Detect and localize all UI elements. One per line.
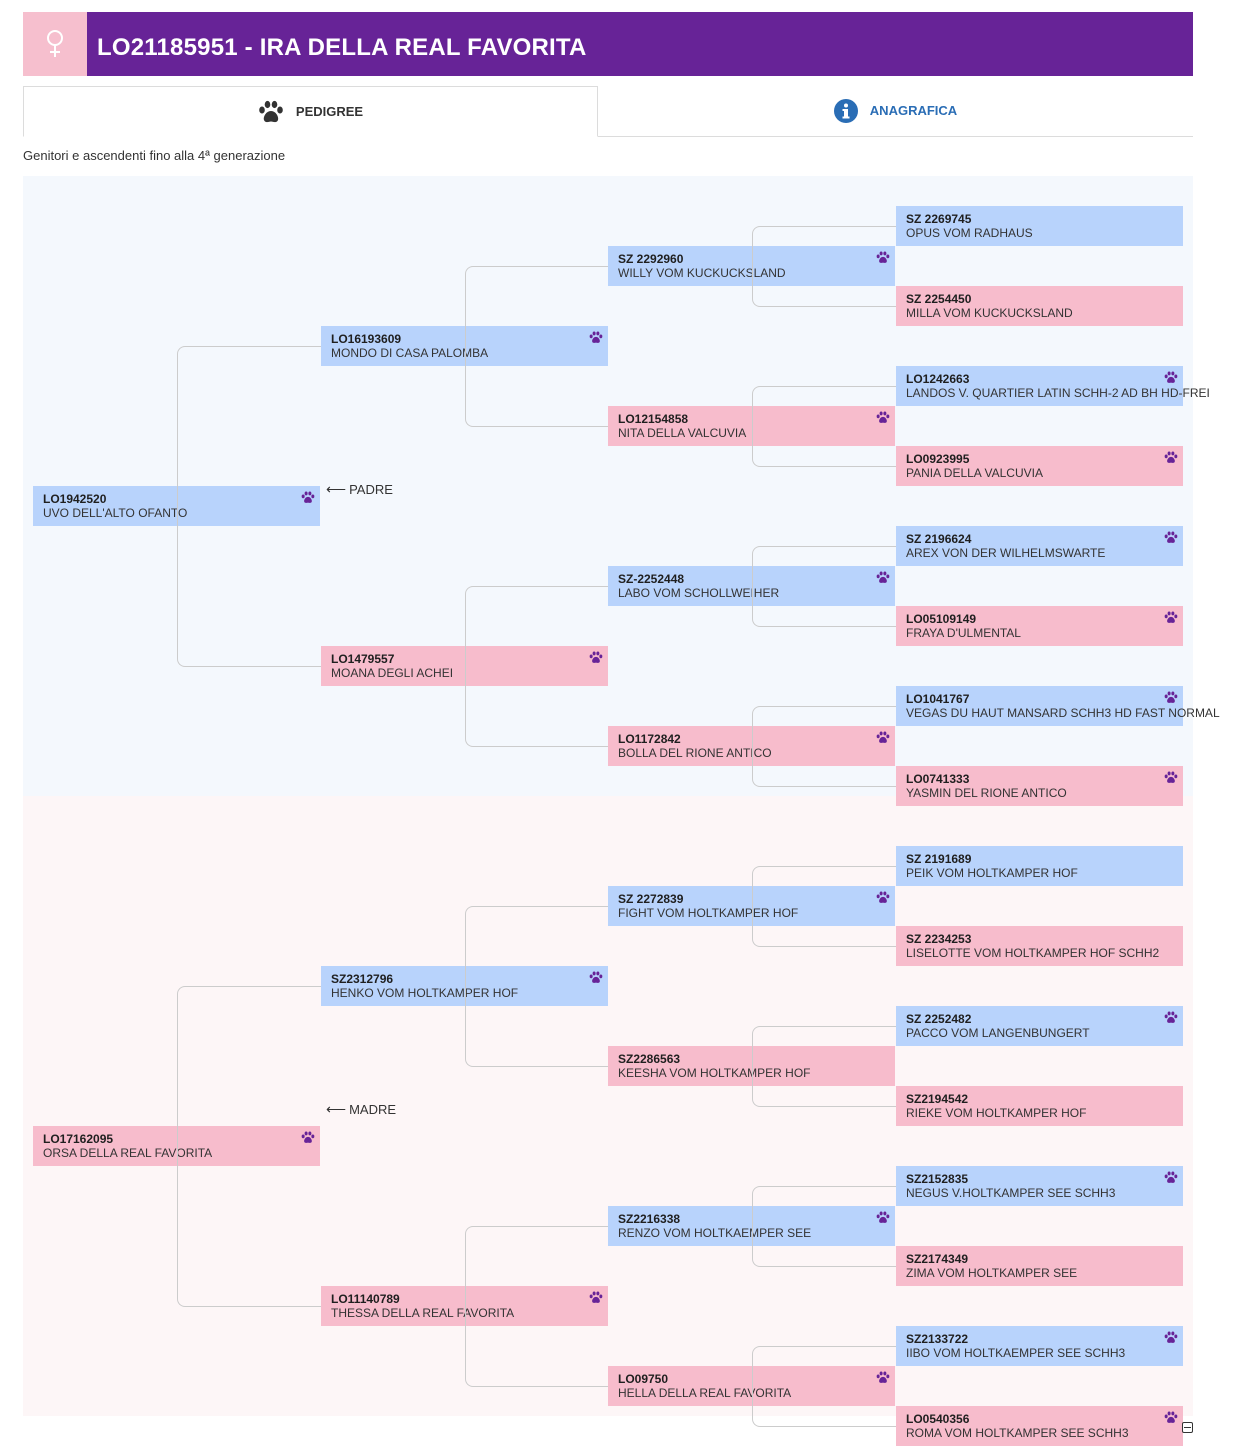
pedigree-connector — [752, 1186, 896, 1267]
tab-pedigree[interactable] — [23, 86, 598, 137]
tab-bar — [23, 86, 1193, 137]
dog-name: MILLA VOM KUCKUCKSLAND — [906, 306, 1073, 320]
pedigree-entry[interactable] — [896, 926, 1183, 966]
pedigree-entry[interactable] — [896, 286, 1183, 326]
pedigree-entry[interactable] — [896, 1166, 1183, 1206]
paw-icon[interactable] — [1164, 531, 1178, 544]
dog-name: AREX VON DER WILHELMSWARTE — [906, 546, 1106, 560]
pedigree-entry[interactable] — [896, 686, 1220, 726]
paw-icon[interactable] — [1164, 771, 1178, 784]
registration-number: SZ2133722 — [906, 1332, 969, 1346]
padre-label-text: PADRE — [349, 482, 393, 497]
registration-number: LO0741333 — [906, 772, 970, 786]
dog-name: ZIMA VOM HOLTKAMPER SEE — [906, 1266, 1078, 1280]
paw-icon[interactable] — [1164, 1411, 1178, 1424]
registration-number: LO12154858 — [618, 412, 689, 426]
pedigree-entry[interactable] — [896, 1086, 1183, 1126]
dog-name: MONDO DI CASA PALOMBA — [331, 346, 489, 360]
pedigree-connector — [465, 1226, 608, 1387]
registration-number: SZ 2252482 — [906, 1012, 972, 1026]
dog-name: PACCO VOM LANGENBUNGERT — [906, 1026, 1090, 1040]
registration-number: LO16193609 — [331, 332, 402, 346]
dog-name: BOLLA DEL RIONE ANTICO — [618, 746, 772, 760]
pedigree-connector — [177, 346, 321, 667]
registration-number: SZ 2254450 — [906, 292, 972, 306]
pedigree-entry[interactable] — [896, 846, 1183, 886]
registration-number: LO17162095 — [43, 1132, 114, 1146]
registration-number: SZ 2234253 — [906, 932, 972, 946]
pedigree-entry[interactable] — [896, 1006, 1183, 1046]
pedigree-connector — [177, 986, 321, 1307]
paw-icon[interactable] — [1164, 1011, 1178, 1024]
madre-label-text: MADRE — [349, 1102, 397, 1117]
tab-anagrafica-label: ANAGRAFICA — [869, 103, 958, 118]
pedigree-subtitle: Genitori e ascendenti fino alla 4ª generazione — [23, 148, 286, 163]
dog-name: THESSA DELLA REAL FAVORITA — [331, 1306, 515, 1320]
dog-name: FRAYA D'ULMENTAL — [906, 626, 1021, 640]
paw-icon[interactable] — [1164, 1331, 1178, 1344]
collapse-toggle-button[interactable] — [1182, 1422, 1193, 1433]
dog-name: NITA DELLA VALCUVIA — [618, 426, 747, 440]
female-symbol-icon — [23, 12, 87, 76]
pedigree-connector — [465, 586, 608, 747]
registration-number: SZ2286563 — [618, 1052, 681, 1066]
tab-pedigree-label: PEDIGREE — [295, 104, 364, 119]
pedigree-connector — [752, 546, 896, 627]
registration-number: SZ-2252448 — [618, 572, 685, 586]
paw-icon[interactable] — [1164, 451, 1178, 464]
pedigree-entry[interactable] — [896, 1326, 1183, 1366]
dog-name: VEGAS DU HAUT MANSARD SCHH3 HD FAST NORMAL — [906, 706, 1220, 720]
registration-number: LO1242663 — [906, 372, 970, 386]
dog-name: LABO VOM SCHOLLWEIHER — [618, 586, 780, 600]
registration-number: SZ 2292960 — [618, 252, 684, 266]
madre-label — [326, 1101, 396, 1118]
pedigree-entry[interactable] — [896, 446, 1183, 486]
dog-name: UVO DELL'ALTO OFANTO — [43, 506, 188, 520]
dog-name: WILLY VOM KUCKUCKSLAND — [618, 266, 786, 280]
paw-icon[interactable] — [1164, 611, 1178, 624]
registration-number: SZ 2196624 — [906, 532, 972, 546]
registration-number: SZ 2272839 — [618, 892, 684, 906]
registration-number: LO11140789 — [331, 1292, 400, 1306]
dog-name: HENKO VOM HOLTKAMPER HOF — [331, 986, 519, 1000]
arrow-left-icon: ⟵ — [326, 1101, 347, 1117]
pedigree-entry[interactable] — [896, 206, 1183, 246]
registration-number: LO1172842 — [618, 732, 681, 746]
pedigree-connector — [752, 1026, 896, 1107]
paw-icon — [258, 100, 284, 124]
pedigree-entry[interactable] — [896, 606, 1183, 646]
registration-number: SZ 2191689 — [906, 852, 972, 866]
registration-number: LO1942520 — [43, 492, 107, 506]
tab-anagrafica[interactable] — [598, 86, 1193, 135]
registration-number: LO1041767 — [906, 692, 970, 706]
dog-name: ORSA DELLA REAL FAVORITA — [43, 1146, 213, 1160]
registration-number: LO1479557 — [331, 652, 395, 666]
paw-icon[interactable] — [1164, 371, 1178, 384]
dog-name: KEESHA VOM HOLTKAMPER HOF — [618, 1066, 811, 1080]
registration-number: SZ2194542 — [906, 1092, 969, 1106]
arrow-left-icon: ⟵ — [326, 481, 347, 497]
info-icon — [834, 99, 858, 123]
paw-icon[interactable] — [1164, 1171, 1178, 1184]
registration-number: SZ2312796 — [331, 972, 394, 986]
pedigree-connector — [465, 266, 608, 427]
dog-name: PANIA DELLA VALCUVIA — [906, 466, 1043, 480]
registration-number: LO05109149 — [906, 612, 977, 626]
dog-name: OPUS VOM RADHAUS — [906, 226, 1033, 240]
registration-number: LO0540356 — [906, 1412, 970, 1426]
dog-name: FIGHT VOM HOLTKAMPER HOF — [618, 906, 799, 920]
pedigree-entry[interactable] — [896, 526, 1183, 566]
pedigree-connector — [465, 906, 608, 1067]
dog-name: RENZO VOM HOLTKAEMPER SEE — [618, 1226, 812, 1240]
paw-icon[interactable] — [1164, 691, 1178, 704]
dog-name: HELLA DELLA REAL FAVORITA — [618, 1386, 792, 1400]
dog-name: PEIK VOM HOLTKAMPER HOF — [906, 866, 1078, 880]
dog-name: NEGUS V.HOLTKAMPER SEE SCHH3 — [906, 1186, 1116, 1200]
dog-name: LANDOS V. QUARTIER LATIN SCHH-2 AD BH HD-FREI — [906, 386, 1210, 400]
dog-name: ROMA VOM HOLTKAMPER SEE SCHH3 — [906, 1426, 1129, 1440]
pedigree-entry[interactable] — [896, 766, 1183, 806]
pedigree-connector — [752, 866, 896, 947]
pedigree-connector — [752, 386, 896, 467]
pedigree-connector — [752, 226, 896, 307]
dog-name: YASMIN DEL RIONE ANTICO — [906, 786, 1067, 800]
pedigree-entry[interactable] — [896, 1246, 1183, 1286]
padre-label — [326, 481, 393, 498]
dog-header — [23, 12, 1193, 76]
pedigree-connector — [752, 706, 896, 787]
dog-name: RIEKE VOM HOLTKAMPER HOF — [906, 1106, 1087, 1120]
registration-number: SZ2174349 — [906, 1252, 969, 1266]
pedigree-entry[interactable] — [896, 1406, 1183, 1446]
pedigree-entry[interactable] — [896, 366, 1210, 406]
pedigree-connector — [752, 1346, 896, 1427]
registration-number: LO0923995 — [906, 452, 970, 466]
registration-number: LO09750 — [618, 1372, 669, 1386]
registration-number: SZ 2269745 — [906, 212, 972, 226]
registration-number: SZ2152835 — [906, 1172, 969, 1186]
dog-name: MOANA DEGLI ACHEI — [331, 666, 454, 680]
dog-name: LISELOTTE VOM HOLTKAMPER HOF SCHH2 — [906, 946, 1160, 960]
page-title: LO21185951 - IRA DELLA REAL FAVORITA — [97, 34, 587, 61]
dog-name: IIBO VOM HOLTKAEMPER SEE SCHH3 — [906, 1346, 1126, 1360]
registration-number: SZ2216338 — [618, 1212, 681, 1226]
